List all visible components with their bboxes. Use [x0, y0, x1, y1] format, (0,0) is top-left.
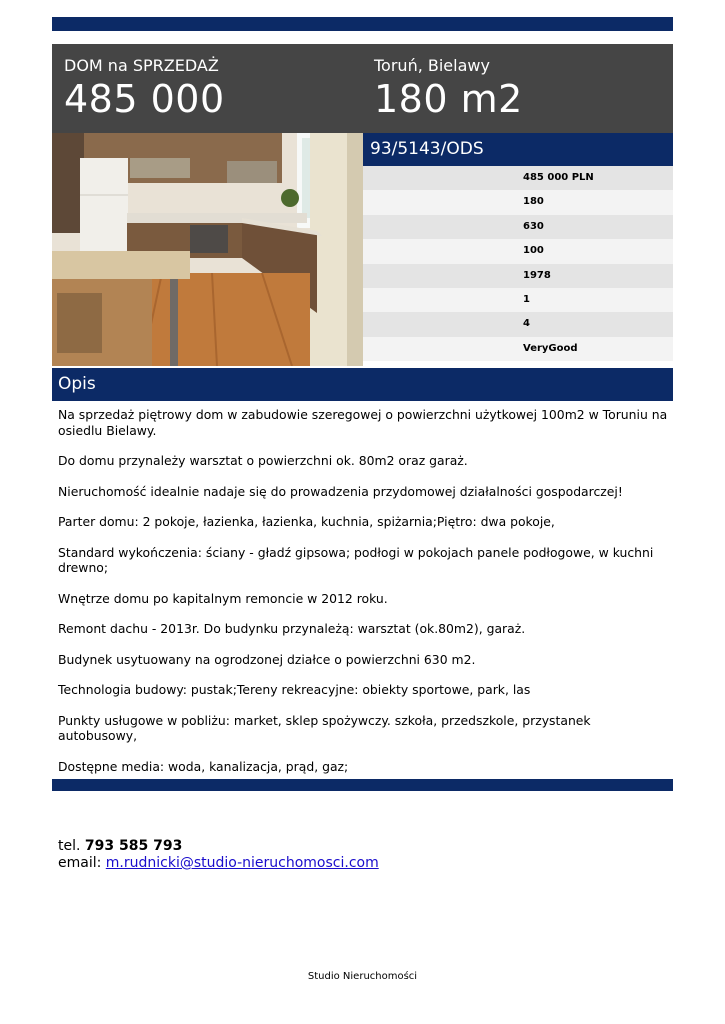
footer-agency-name: Studio Nieruchomości — [307, 971, 418, 982]
email-link[interactable]: m.rudnicki@studio-nieruchomosci.com — [105, 855, 379, 871]
header-left — [64, 56, 225, 120]
contact-block — [58, 838, 379, 872]
detail-usable-area: 100 — [363, 239, 673, 263]
description-heading: Opis — [52, 368, 673, 401]
detail-condition: VeryGood — [363, 337, 673, 361]
description-paragraph: Technologia budowy: pustak;Tereny rekreacyjne: obiekty sportowe, park, las — [58, 682, 531, 697]
top-accent-bar — [52, 17, 673, 31]
phone-label: tel. — [58, 838, 85, 854]
bottom-accent-bar — [52, 779, 673, 791]
phone-line — [58, 838, 379, 855]
detail-area: 180 — [363, 190, 673, 214]
description-paragraph: Parter domu: 2 pokoje, łazienka, łazienka, kuchnia, spiżarnia;Piętro: dwa pokoje, — [58, 514, 555, 529]
listing-type: DOM na SPRZEDAŻ — [64, 56, 219, 75]
detail-rooms: 4 — [363, 312, 673, 336]
listing-area: 180 m2 — [374, 77, 523, 121]
listing-price: 485 000 — [64, 77, 225, 121]
description-paragraph: Na sprzedaż piętrowy dom w zabudowie szeregowej o powierzchni użytkowej 100m2 w Toruniu na osiedlu Bielawy. — [58, 407, 668, 438]
detail-plot-area: 630 — [363, 215, 673, 239]
description-paragraph: Dostępne media: woda, kanalizacja, prąd, gaz; — [58, 758, 349, 774]
header-right — [374, 56, 523, 120]
description-paragraph: Wnętrze domu po kapitalnym remoncie w 2012 roku. — [58, 590, 388, 606]
detail-price: 485 000 PLN — [363, 166, 673, 190]
listing-header — [52, 44, 673, 133]
email-line — [58, 855, 379, 872]
reference-number: 93/5143/ODS — [363, 133, 673, 166]
description-paragraph: Nieruchomość idealnie nadaje się do prowadzenia przydomowej działalności gospodarczej! — [58, 483, 623, 499]
details-table — [363, 166, 673, 361]
description-paragraph: Punkty usługowe w pobliżu: market, sklep spożywczy. szkoła, przedszkole, przystanek autobusowy, — [58, 712, 591, 743]
kitchen-photo-image — [52, 133, 363, 366]
description-body — [58, 407, 670, 789]
description-paragraph: Budynek usytuowany na ogrodzonej działce o powierzchni 630 m2. — [58, 651, 476, 667]
detail-floors: 1 — [363, 288, 673, 312]
description-paragraph: Standard wykończenia: ściany - gładź gipsowa; podłogi w pokojach panele podłogowe, w kuchni drewno; — [58, 544, 654, 575]
listing-location: Toruń, Bielawy — [374, 56, 490, 75]
detail-year-built: 1978 — [363, 264, 673, 288]
email-label: email: — [58, 855, 106, 871]
description-paragraph: Do domu przynależy warsztat o powierzchni ok. 80m2 oraz garaż. — [58, 453, 468, 468]
description-paragraph: Remont dachu - 2013r. Do budynku przynależą: warsztat (ok.80m2), garaż. — [58, 621, 526, 636]
phone-number[interactable]: 793 585 793 — [84, 838, 183, 854]
property-photo — [52, 133, 363, 366]
